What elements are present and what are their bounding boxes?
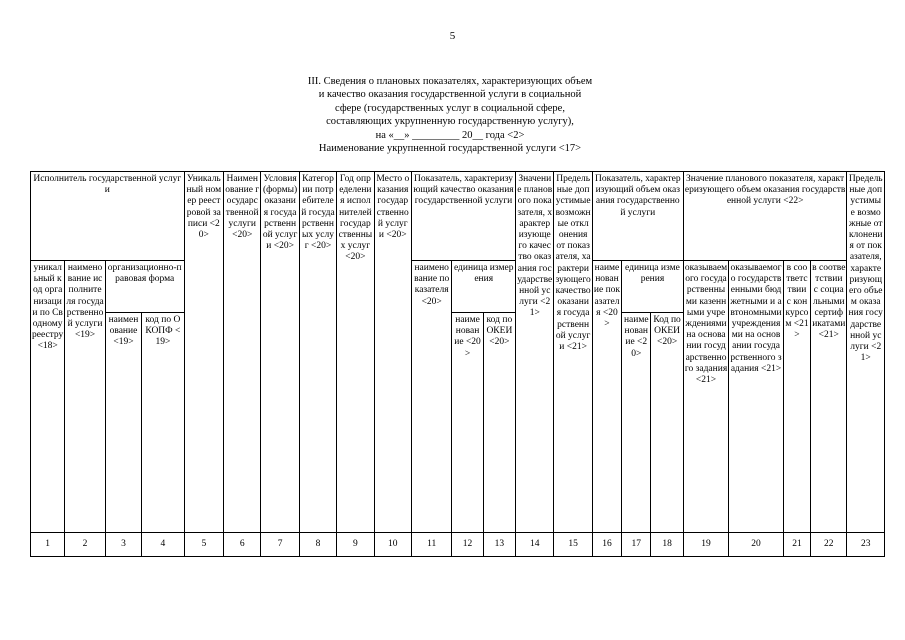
header-quality-group: Показатель, характеризующий качество оказания государственной услуги [411, 172, 515, 261]
header-conditions: Условия (формы) оказания государственной услуги <20> [261, 172, 299, 533]
header-volume-unit-group: единица измерения [622, 261, 684, 313]
column-number: 6 [224, 533, 261, 557]
page-number: 5 [449, 30, 456, 42]
header-plan-group: Значение планового показателя, характеризующего объем оказания государственной услуги <22> [683, 172, 847, 261]
header-volume-group: Показатель, характеризующий объем оказания государственной услуги [592, 172, 683, 261]
column-number: 7 [261, 533, 299, 557]
header-year: Год определения исполнителей государственных услуг <20> [337, 172, 374, 533]
column-number: 17 [622, 533, 651, 557]
header-quality-unit-name: наименование <20> [452, 313, 483, 533]
header-org-form-group: организационно-правовая форма [105, 261, 184, 313]
header-volume-deviation: Предельные допустимые возможные отклонения от показателя, характеризующего объем оказания государственной услуги <21> [847, 172, 885, 533]
header-volume-unit-name: наименование <20> [622, 313, 651, 533]
header-executor-group: Исполнитель государственной услуги [31, 172, 185, 261]
column-number: 11 [411, 533, 451, 557]
header-plan-competition: в соответствии с конкурсом <21> [783, 261, 810, 533]
header-quality-deviation: Предельные допустимые возможные отклонения от показателя, характеризующего качество оказания государственной услуги <21> [554, 172, 592, 533]
heading-line: на «__» _________ 20__ года <2> [375, 129, 525, 141]
column-number: 18 [651, 533, 683, 557]
column-number: 16 [592, 533, 621, 557]
heading-line: и качество оказания государственной услуги в социальной [318, 89, 582, 101]
header-okopf: код по ОКОПФ <19> [142, 313, 184, 533]
header-volume-okei: Код по ОКЕИ <20> [651, 313, 683, 533]
column-number: 19 [683, 533, 728, 557]
column-number: 20 [729, 533, 784, 557]
header-quality-indicator-name: наименование показателя <20> [411, 261, 451, 533]
column-number: 9 [337, 533, 374, 557]
indicators-table [30, 171, 885, 557]
column-number: 21 [783, 533, 810, 557]
column-number: 15 [554, 533, 592, 557]
column-number: 2 [65, 533, 105, 557]
header-quality-value: Значение планового показателя, характеризующего качество оказания государственной услуги <21> [516, 172, 554, 533]
column-number: 3 [105, 533, 141, 557]
header-plan-budget-autonomous: оказываемого государственными бюджетными и автономными учреждениями на основании государственного задания <21> [729, 261, 784, 533]
header-service-name: Наименование государственной услуги <20> [224, 172, 261, 533]
column-number: 14 [516, 533, 554, 557]
header-registry-number: Уникальный номер реестровой записи <20> [184, 172, 223, 533]
header-volume-indicator-name: наименование показателя <20> [592, 261, 621, 533]
header-org-form-name: наименование <19> [105, 313, 141, 533]
column-number: 1 [31, 533, 65, 557]
column-number: 23 [847, 533, 885, 557]
heading-line: сфере (государственных услуг в социальной сфере, [335, 102, 565, 114]
heading-line: III. Сведения о плановых показателях, характеризующих объем [307, 76, 593, 87]
column-number: 10 [374, 533, 411, 557]
header-quality-unit-group: единица измерения [452, 261, 516, 313]
heading-line: Наименование укрупненной государственной услуги <17> [318, 143, 582, 155]
column-number: 12 [452, 533, 483, 557]
header-plan-certificates: в соответствии с социальными сертификатами <21> [811, 261, 847, 533]
header-place: Место оказания государственной услуги <20> [374, 172, 411, 533]
column-number: 5 [184, 533, 223, 557]
header-executor-name: наименование исполнителя государственной услуги <19> [65, 261, 105, 533]
column-number: 22 [811, 533, 847, 557]
header-quality-okei: код по ОКЕИ <20> [483, 313, 515, 533]
column-number: 13 [483, 533, 515, 557]
header-consumer-categories: Категории потребителей государственных услуг <20> [299, 172, 336, 533]
header-plan-kazennye: оказываемого государственными казенными учреждениями на основании государственного задания <21> [683, 261, 728, 533]
header-unique-code: уникальный код организации по Сводному реестру <18> [31, 261, 65, 533]
section-heading [250, 75, 650, 155]
heading-line: составляющих укрупненную государственную услугу), [326, 116, 574, 128]
column-number: 8 [299, 533, 336, 557]
column-number: 4 [142, 533, 184, 557]
